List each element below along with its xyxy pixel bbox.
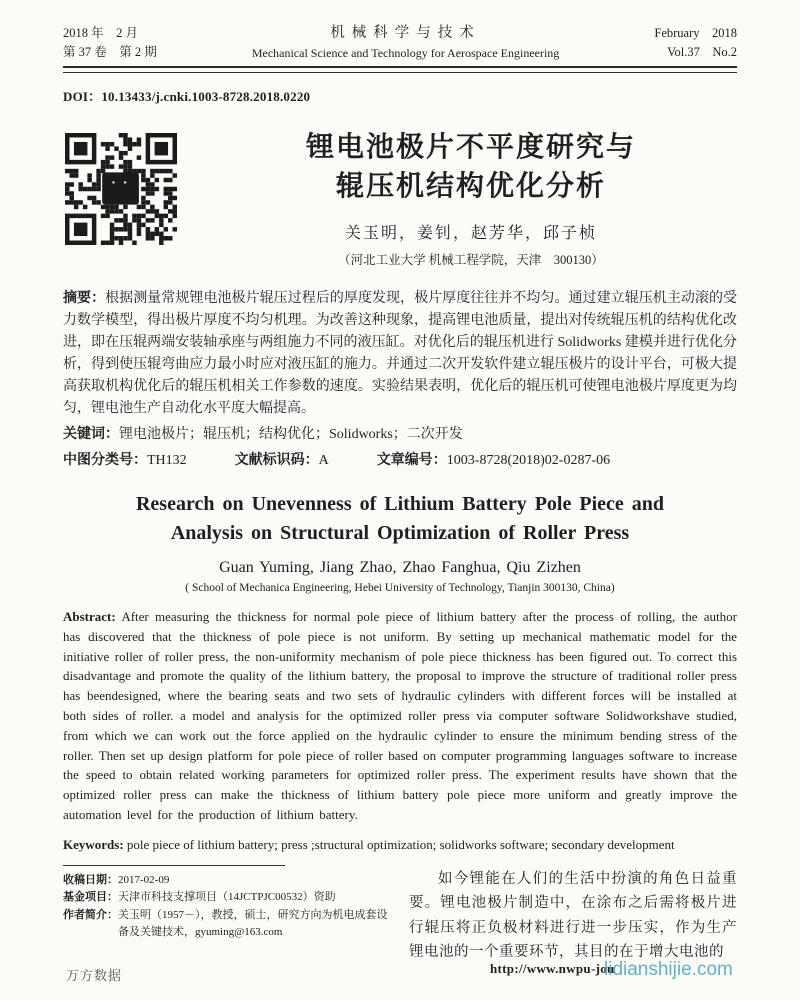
header-issue-cn: 第 37 卷 第 2 期	[63, 45, 157, 59]
fund-project: 基金项目：天津市科技支撑项目（14JCTPJC00532）资助	[63, 891, 336, 904]
abstract-cn-text: 根据测量常规锂电池极片辊压过程后的厚度发现，极片厚度往往并不均匀。通过建立辊压机主动滚的受力数学模型，得出极片厚度不均匀机理。为改善这种现象，提高锂电池质量，提出对传统辊压机的结构优化改进，即在压辊两端安装轴承座与两组施力不同的液压缸。对优化后的辊压机进行 Solidworks 建模并进行优化分析，得到使压辊弯曲应力最小时应对液压缸的施力。并通过二次开发软件建立辊压极片的设计平台，可极大提高获取机构优化后的辊压机相关工作参数的速度。实验结果表明，优化后的辊压机可使锂电池极片厚度更为均匀，锂电池生产自动化水平度大幅提高。	[63, 291, 738, 416]
authors-cn: 关玉明，姜钊，赵芳华，邱子桢	[344, 225, 597, 242]
keywords-cn-label: 关键词：	[63, 425, 119, 441]
clc-number: 中图分类号：TH132	[63, 451, 187, 468]
wanfang-mark: 万方数据	[66, 968, 123, 983]
author-bio: 作者简介：关玉明（1957－），教授，硕士，研究方向为机电成套设备及关键技术，gyuming@163.com	[63, 908, 388, 939]
classification-row	[63, 448, 737, 472]
keywords-cn	[63, 422, 737, 446]
journal-title-cn: 机械科学与技术	[330, 25, 481, 41]
keywords-en	[63, 836, 737, 854]
header-date-cn: 2018 年 2 月	[63, 26, 139, 40]
affiliation-en: ( School of Mechanica Engineering, Hebei University of Technology, Tianjin 300130, China)	[185, 582, 615, 594]
keywords-en-label: Keywords:	[63, 836, 124, 852]
keywords-cn-text: 锂电池极片；辊压机；结构优化；Solidworks；二次开发	[119, 427, 463, 442]
affiliation-cn: （河北工业大学 机械工程学院，天津 300130）	[338, 253, 604, 267]
article-title-en	[63, 490, 737, 548]
article-title-cn-line2: 辊压机结构优化分析	[335, 170, 606, 201]
received-date: 收稿日期：2017-02-09	[63, 873, 170, 886]
abstract-en-label: Abstract:	[63, 609, 116, 624]
footer-url: http://www.nwpu-jou	[490, 961, 615, 976]
abstract-en-text: After measuring the thickness for normal pole piece of lithium battery after the process of rolling, the author has discovered that the thickness of pole piece is not uniform. By setting up mechanical mathematic model for the initiative roller of roller press, the non-uniformity mechanism of pole piece thickness has been figured out. To correct this disadvantage and promote the quality of the lithium battery, the proposal to improve the structure of traditional roller press has beendesigned, where the bearing seats and two sets of hydraulic cylinders with different forces will be installed at both sides of roller. a model and analysis for the optimized roller press via computer software Solidworkshave studied, from which we can work out the force applied on the hydraulic cylinder to ensure the minimum bending stress of the roller. Then set up design platform for pole piece of roller based on computer programming languages software to increase the speed to obtain related working parameters for optimized roller press. The experiment results have shown that the optimized roller press can make the thickness of lithium battery pole piece more uniform and greatly improve the automation level for the production of lithium battery.	[63, 609, 737, 822]
document-code: 文献标识码：A	[234, 451, 329, 468]
footnote-divider	[63, 865, 285, 866]
article-title-cn	[205, 127, 737, 205]
keywords-en-text: pole piece of lithium battery; press ;structural optimization; solidworks software; secondary development	[126, 836, 675, 852]
header-divider	[63, 66, 737, 73]
header-issue-en: Vol.37 No.2	[667, 45, 737, 59]
watermark: lidianshijie.com	[604, 959, 733, 980]
header-date-en: February 2018	[654, 26, 737, 40]
article-title-en-line2: Analysis on Structural Optimization of Roller Press	[170, 522, 630, 544]
abstract-cn	[63, 286, 737, 420]
abstract-cn-label: 摘要：	[63, 289, 106, 305]
article-title-cn-line1: 锂电池极片不平度研究与	[305, 131, 636, 162]
journal-title-en: Mechanical Science and Technology for Aerospace Engineering	[251, 46, 560, 60]
article-number: 文章编号：1003-8728(2018)02-0287-06	[376, 451, 611, 468]
doi: DOI：10.13433/j.cnki.1003-8728.2018.0220	[63, 89, 311, 104]
footnote	[63, 865, 395, 965]
abstract-en	[63, 607, 737, 825]
article-title-en-line1: Research on Unevenness of Lithium Battery Pole Piece and	[135, 493, 665, 515]
intro-paragraph: 如今锂能在人们的生活中扮演的角色日益重要。锂电池极片制造中，在涂布之后需将极片进行辊压将正负极材料进行进一步压实，作为生产锂电池的一个重要环节，其目的在于增大电池的	[409, 870, 737, 961]
journal-header	[63, 24, 737, 63]
authors-en: Guan Yuming, Jiang Zhao, Zhao Fanghua, Qiu Zizhen	[219, 559, 581, 576]
qr-code	[63, 133, 179, 245]
